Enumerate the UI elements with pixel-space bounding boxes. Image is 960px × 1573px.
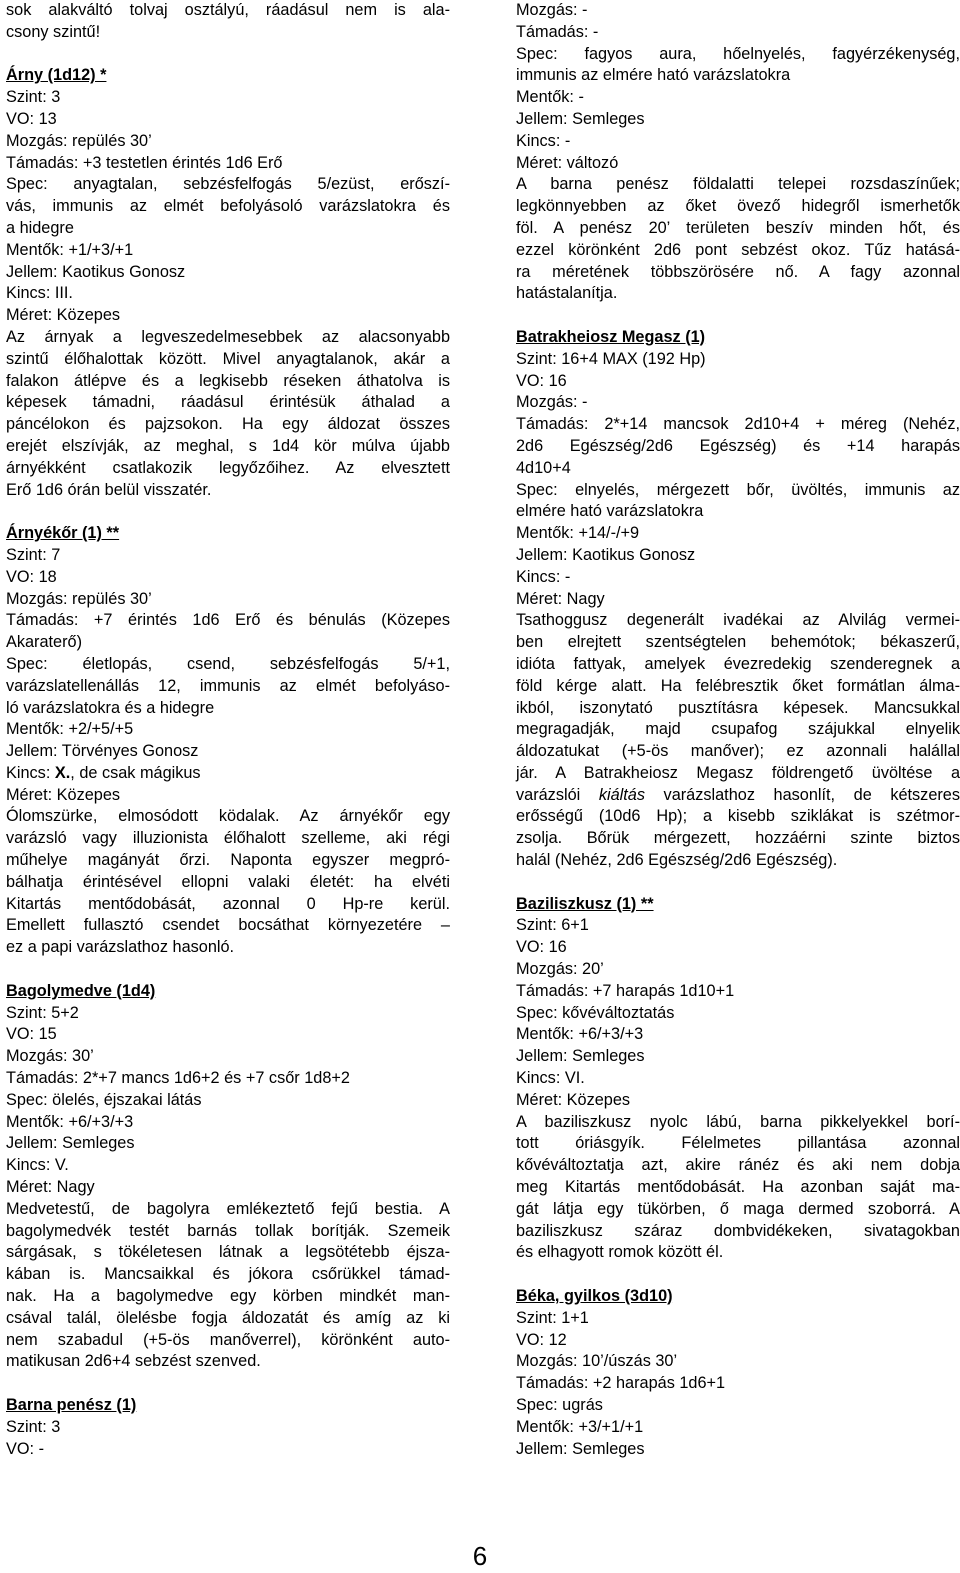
stat-line: VO: 13: [6, 109, 57, 128]
monster-entry: [516, 0, 960, 305]
description-line: Spec: elnyelés, mérgezett bőr, üvöltés, immunis az: [516, 480, 960, 499]
description-line: ra méretének többszörösére nő. A fagy azonnal: [516, 262, 960, 281]
italic-text: kiáltás: [598, 785, 645, 804]
monster-title: Barna penész (1): [6, 1396, 137, 1414]
description-line: Mentők: -: [516, 88, 584, 107]
stat-line: Spec: kővéváltoztatás: [516, 1003, 675, 1022]
monster-title: Bagolymedve (1d4): [6, 981, 156, 1000]
monster-title: Baziliszkusz (1) **: [516, 894, 654, 913]
description-line: kában is. Mancsaikkal és jókora csőrükkel támad-: [6, 1265, 450, 1284]
description-line: Spec: fagyos aura, hőelnyelés, fagyérzékenység,: [516, 44, 960, 63]
description-line: Támadás: +7 érintés 1d6 Erő és bénulás (Közepes: [6, 611, 450, 630]
description-line: erősségű (10d6 Hp); a kisebb sziklákat is szétmor-: [516, 807, 960, 826]
description-line: csával talál, ölelésbe fogja áldozatát és amíg az ki: [6, 1308, 450, 1327]
description-line: nak. Ha a bagolymedve egy körben mindkét man-: [6, 1287, 450, 1306]
stat-line: Mentők: +3/+1/+1: [516, 1417, 644, 1436]
description-line: halál (Nehéz, 2d6 Egészség/2d6 Egészség).: [516, 851, 838, 870]
description-line: Spec: anyagtalan, sebzésfelfogás 5/ezüst, erőszí-: [6, 175, 450, 194]
description-line: 2d6 Egészség/2d6 Egészség) és +14 harapás: [516, 436, 960, 455]
description-line: 4d10+4: [516, 458, 571, 477]
monster-entry: [6, 1395, 450, 1460]
description-line: Méret: változó: [516, 153, 619, 172]
description-line: Az árnyak a legveszedelmesebbek az alacsonyabb: [6, 327, 450, 346]
description-line: legkönnyebben az őket övező hidegről ismerhetők: [516, 197, 960, 216]
stat-line: Szint: 1+1: [516, 1308, 589, 1327]
stat-line: Spec: ugrás: [516, 1396, 603, 1414]
page-number: 6: [472, 1541, 488, 1571]
description-line: bagolymedvék testét barnás tollak borítják. Szemeik: [6, 1221, 450, 1240]
description-line: varázslói kiáltás varázslathoz hasonlít, de kétszeres: [516, 785, 960, 804]
description-line: ben elrejtett szentségtelen behemótok; békaszerű,: [516, 633, 960, 652]
spacer: [516, 1264, 960, 1286]
description-line: megragadják, majd csupafog szájukkal elnyelik: [516, 720, 960, 739]
stat-line: VO: 12: [516, 1330, 567, 1349]
stat-line: Méret: Nagy: [6, 1178, 95, 1197]
stat-line: Mozgás: 30’: [6, 1047, 94, 1066]
intro-text-line: csony szintű!: [6, 22, 101, 41]
description-line: föld kérge alatt. Ha felébresztik őket formátlan álma-: [516, 676, 960, 695]
description-line: erejét elszívják, az meghal, s 1d4 kör múlva újabb: [6, 436, 450, 455]
description-line: Jellem: Semleges: [516, 109, 645, 128]
description-line: Méret: Nagy: [516, 589, 605, 608]
description-line: műhelye magányát őrzi. Naponta egyszer megpró-: [6, 851, 450, 870]
monster-entry: [516, 894, 960, 1265]
description-line: meg Kitartás mentődobását. Ha azonban saját ma-: [516, 1178, 960, 1197]
stat-line: VO: 16: [516, 938, 567, 957]
stat-line: Támadás: +2 harapás 1d6+1: [516, 1374, 726, 1393]
description-line: A barna penész földalatti telepei rozsdaszínűek;: [516, 175, 960, 194]
stat-line: Kincs: V.: [6, 1156, 69, 1175]
description-line: Tsathoggusz degenerált ivadékai az Alvilág vermei-: [516, 611, 960, 630]
description-line: tott óriásgyík. Félelmetes pillantása azonnal: [516, 1134, 960, 1153]
right-column: [516, 0, 960, 1460]
description-line: Mentők: +2/+5/+5: [6, 720, 134, 739]
description-line: hatástalanítja.: [516, 284, 618, 303]
description-line: Kincs: -: [516, 567, 571, 586]
description-line: A baziliszkusz nyolc lábú, barna pikkelyekkel borí-: [516, 1112, 960, 1131]
description-line: matikusan 2d6+4 sebzést szenved.: [6, 1352, 261, 1371]
description-line: nem szabadul (+5-ös manőverrel), körönként auto-: [6, 1330, 450, 1349]
stat-line: Méret: Közepes: [516, 1090, 631, 1109]
description-line: ló varázslatokra és a hidegre: [6, 698, 215, 717]
spacer: [6, 44, 450, 66]
stat-line: Jellem: Semleges: [516, 1047, 645, 1066]
stat-line: Mozgás: -: [516, 1, 588, 19]
description-line: páncélokon és pajzsokon. Ha egy áldozat összes: [6, 415, 450, 434]
description-line: Jellem: Kaotikus Gonosz: [6, 262, 186, 281]
spacer: [6, 501, 450, 523]
spacer: [516, 305, 960, 327]
description-line: ikból, iszonytató pusztításra képesek. Mancsukkal: [516, 698, 960, 717]
description-line: varázslatellenállás 12, immunis az elmét befolyáso-: [6, 676, 450, 695]
stat-line: Mentők: +6/+3/+3: [516, 1025, 644, 1044]
description-line: baziliszkusz száraz dombvidékeken, sivatagokban: [516, 1221, 960, 1240]
description-line: jár. A Batrakheiosz Megasz földrengető üvöltése a: [516, 763, 960, 782]
monster-title: Batrakheiosz Megasz (1): [516, 327, 706, 346]
stat-line: Szint: 16+4 MAX (192 Hp): [516, 349, 706, 368]
left-column: [6, 0, 450, 1460]
intro-text-line: sok alakváltó tolvaj osztályú, ráadásul nem is ala-: [6, 1, 450, 19]
stat-line: Szint: 7: [6, 545, 61, 564]
description-line: szintű élőhalottak között. Mivel anyagtalanok, akár a: [6, 349, 450, 368]
description-line: Kincs: X., de csak mágikus: [6, 763, 201, 782]
description-line: a hidegre: [6, 218, 74, 237]
monster-title: Árny (1d12) *: [6, 66, 107, 85]
description-line: ez a papi varázslathoz hasonló.: [6, 938, 235, 957]
spacer: [6, 1373, 450, 1395]
stat-line: Támadás: +7 harapás 1d10+1: [516, 981, 735, 1000]
stat-line: VO: 18: [6, 567, 57, 586]
monster-entry: [6, 65, 450, 501]
description-line: Mentők: +1/+3/+1: [6, 240, 134, 259]
description-line: idióta fattyak, amelyek évezredekig szenderegnek a: [516, 654, 960, 673]
description-line: falakon átlépve és a legkisebb réseken áthatolva is: [6, 371, 450, 390]
description-line: Kincs: III.: [6, 284, 73, 303]
description-line: és elhagyott romok között él.: [516, 1243, 724, 1262]
description-line: Spec: életlopás, csend, sebzésfelfogás 5/+1,: [6, 654, 450, 673]
description-line: Támadás: 2*+14 mancsok 2d10+4 + méreg (Nehéz,: [516, 415, 960, 434]
monster-entry: [516, 1286, 960, 1460]
description-line: Emellett fullasztó csendet bocsáthat környezetére –: [6, 916, 450, 935]
description-line: vás, immunis az elmét befolyásoló varázslatokra és: [6, 197, 450, 216]
stat-line: Jellem: Semleges: [516, 1439, 645, 1458]
stat-line: Szint: 3: [6, 88, 61, 107]
stat-line: Támadás: +3 testetlen érintés 1d6 Erő: [6, 153, 283, 172]
monster-entry: [516, 327, 960, 872]
description-line: Mentők: +14/-/+9: [516, 524, 640, 543]
stat-line: Mozgás: 20’: [516, 960, 604, 979]
description-line: Ólomszürke, elmosódott ködalak. Az árnyékőr egy: [6, 807, 450, 826]
spacer: [6, 959, 450, 981]
monster-title: Árnyékőr (1) **: [6, 524, 120, 543]
description-line: kővéváltoztatja azt, akire ránéz és aki nem dobja: [516, 1156, 960, 1175]
description-line: Erő 1d6 órán belül visszatér.: [6, 480, 212, 499]
description-line: gát látja egy tükörben, ő maga dermed szoborrá. A: [516, 1199, 960, 1218]
description-line: zsolja. Bőrük mérgezett, hozzáérni szinte biztos: [516, 829, 960, 848]
stat-line: Jellem: Semleges: [6, 1134, 135, 1153]
stat-line: Szint: 6+1: [516, 916, 589, 935]
description-line: Medvetestű, de bagolyra emlékeztető fejű bestia. A: [6, 1199, 450, 1218]
stat-line: Spec: ölelés, éjszakai látás: [6, 1090, 202, 1109]
description-line: Méret: Közepes: [6, 785, 121, 804]
description-line: árnyékként csatlakozik legyőzőihez. Az elvesztett: [6, 458, 450, 477]
description-line: képesek támadni, ráadásul érintésük áthalad a: [6, 393, 450, 412]
stat-line: Szint: 3: [6, 1417, 61, 1436]
stat-line: Támadás: 2*+7 mancs 1d6+2 és +7 csőr 1d8+2: [6, 1069, 350, 1088]
description-line: varázsló vagy illuzionista élőhalott szelleme, aki régi: [6, 829, 450, 848]
description-line: Kincs: -: [516, 131, 571, 150]
stat-line: VO: -: [6, 1439, 44, 1458]
description-line: immunis az elmére ható varázslatokra: [516, 66, 791, 85]
stat-line: Mozgás: repülés 30’: [6, 589, 152, 608]
stat-line: VO: 15: [6, 1025, 57, 1044]
monster-entry: [6, 523, 450, 959]
description-line: Kitartás mentődobását, azonnal 0 Hp-re kerül.: [6, 894, 450, 913]
monster-title: Béka, gyilkos (3d10): [516, 1287, 673, 1306]
bold-text: X.: [54, 763, 71, 782]
stat-line: Mentők: +6/+3/+3: [6, 1112, 134, 1131]
description-line: Jellem: Kaotikus Gonosz: [516, 545, 696, 564]
description-line: ezzel körönként 2d6 pont sebzést okoz. Tűz hatásá-: [516, 240, 960, 259]
description-line: Jellem: Törvényes Gonosz: [6, 742, 199, 761]
stat-line: VO: 16: [516, 371, 567, 390]
stat-line: Kincs: VI.: [516, 1069, 585, 1088]
description-line: Méret: Közepes: [6, 306, 121, 325]
description-line: föl. A penész 20’ területen beszív minden hőt, és: [516, 218, 960, 237]
spacer: [516, 872, 960, 894]
description-line: elmére ható varázslatokra: [516, 502, 704, 521]
stat-line: Mozgás: repülés 30’: [6, 131, 152, 150]
description-line: sárgásak, s tökéletesen látnak a legsötétebb éjsza-: [6, 1243, 450, 1262]
stat-line: Szint: 5+2: [6, 1003, 79, 1022]
monster-entry: [6, 981, 450, 1373]
stat-line: Mozgás: -: [516, 393, 588, 412]
description-line: bálhatja érintésével ellopni valaki életét: ha elvéti: [6, 872, 450, 891]
description-line: Akaraterő): [6, 633, 83, 652]
stat-line: Támadás: -: [516, 22, 599, 41]
description-line: áldozatukat (+5-ös manőver); ez azonnali halállal: [516, 742, 960, 761]
stat-line: Mozgás: 10’/úszás 30’: [516, 1352, 678, 1371]
